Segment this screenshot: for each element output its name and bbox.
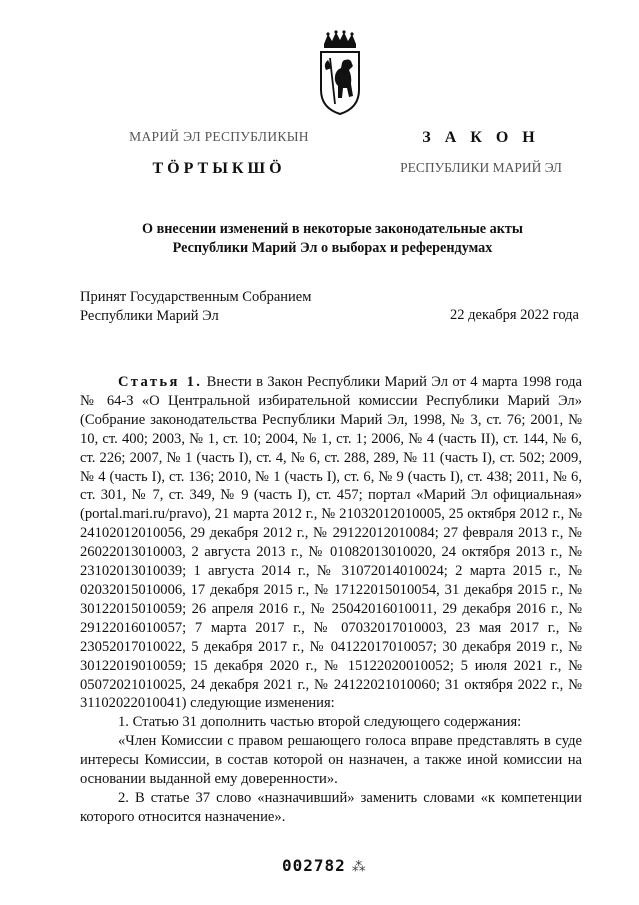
serial-number-value: 002782	[282, 856, 346, 875]
adoption-line2: Республики Марий Эл	[80, 308, 219, 324]
article-item-1: 1. Статью 31 дополнить частью второй следующего содержания:	[118, 714, 522, 731]
document-body	[80, 373, 582, 827]
header-left-line1: МАРИЙ ЭЛ РЕСПУБЛИКЫН	[129, 129, 309, 144]
serial-number	[282, 856, 367, 875]
article-label: Статья 1.	[118, 374, 203, 390]
header-right-line2: РЕСПУБЛИКИ МАРИЙ ЭЛ	[400, 160, 562, 175]
article-text: Внести в Закон Республики Марий Эл от 4 марта 1998 года № 64-З «О Центральной избирательной комиссии Республики Марий Эл» (Собрание законодательства Республики Марий Эл, 1998, № 3, ст. 76; 2001, № 10, ст. 400; 2003, № 1, ст. 10; 2004, № 1, ст. 1; 2006, № 4 (часть II), ст. 144, № 6, ст. 226; 2007, № 1 (часть I), ст. 4, № 6, ст. 288, 289, № 11 (часть I), ст. 502; 2009, № 4 (часть I), ст. 136; 2010, № 1 (часть I), ст. 6, № 9 (часть I), ст. 438; 2011, № 6, ст. 301, № 7, ст. 349, № 9 (часть I), ст. 457; портал «Марий Эл официальная» (portal.mari.ru/pravo), 21 марта 2012 г., № 21032012010005, 25 октября 2012 г., № 24102012010056, 29 декабря 2012 г., № 29122012010084; 27 февраля 2013 г., № 26022013010003, 2 августа 2013 г., № 01082013010020, 24 октября 2013 г., № 23102013010039; 1 августа 2014 г., № 31072014010024; 2 марта 2015 г., № 02032015010006, 17 декабря 2015 г., № 17122015010054, 31 декабря 2015 г., № 30122015010059; 26 апреля 2016 г., № 25042016010011, 29 декабря 2016 г., № 29122016010057; 7 марта 2017 г., № 07032017010003, 23 мая 2017 г., № 23052017010022, 5 декабря 2017 г., № 04122017010057; 30 декабря 2019 г., № 30122019010059; 15 декабря 2020 г., № 15122020010052; 5 июля 2021 г., № 05072021010025, 24 декабря 2021 г., № 24122021010060; 31 октября 2022 г., № 31102022010041) следующие изменения:	[80, 374, 582, 712]
adoption-line1: Принят Государственным Собранием	[80, 289, 312, 305]
serial-mark-icon: ⁂	[351, 859, 367, 875]
article-item-2: 2. В статье 37 слово «назначивший» заменить словами «к компетенции которого относится назначение».	[80, 789, 582, 825]
header-left-line2: ТӦРТЫКШӦ	[152, 160, 286, 177]
article-1-paragraph	[80, 373, 582, 713]
title-line2: Республики Марий Эл о выборах и референдумах	[172, 240, 493, 256]
adoption-date: 22 декабря 2022 года	[450, 307, 579, 323]
header-right-line1: З А К О Н	[422, 129, 540, 146]
article-quote: «Член Комиссии с правом решающего голоса вправе представлять в суде интересы Комиссии, в состав которой он назначен, а также иной комиссии на основании выданной ему доверенности».	[80, 733, 582, 788]
bear-coat-of-arms-icon	[318, 30, 362, 116]
document-title	[60, 220, 605, 258]
adoption-info	[80, 288, 311, 326]
title-line1: О внесении изменений в некоторые законодательные акты	[142, 221, 523, 237]
